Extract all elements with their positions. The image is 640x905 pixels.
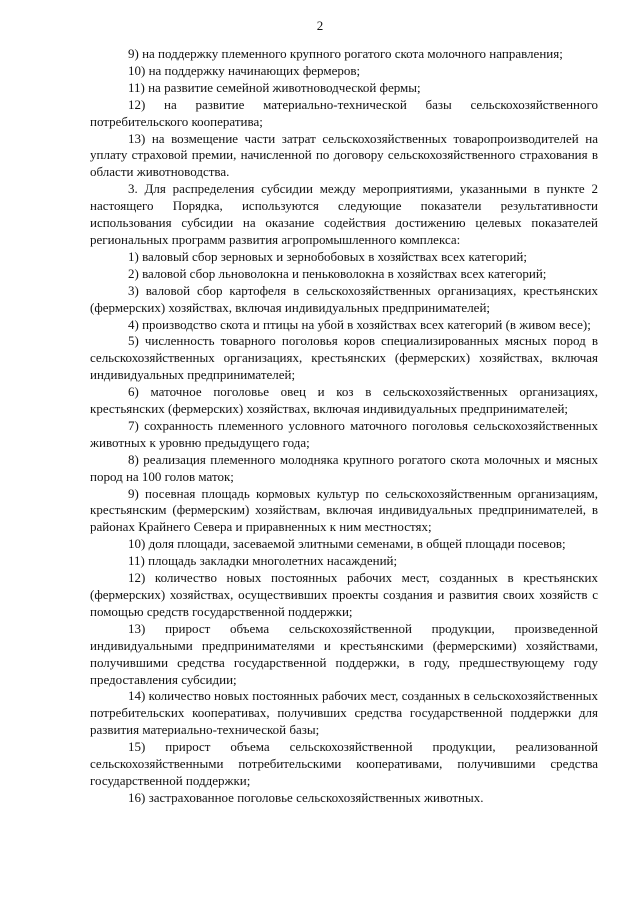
indicator-item: 9) посевная площадь кормовых культур по сельскохозяйственным организациям, крестьянским (фермерским) хозяйствам, включая индивидуальных предпринимателей, в районах Крайнего Севера и приравненных к ним местностях; [90,485,598,535]
indicator-item: 5) численность товарного поголовья коров специализированных мясных пород в сельскохозяйственных организациях, крестьянских (фермерских) хозяйствах, включая индивидуальных предпринимателей; [90,333,598,383]
list-item-cooperative-base: 12) на развитие материально-технической базы сельскохозяйственного потребительского кооператива; [90,96,598,129]
indicator-item: 15) прирост объема сельскохозяйственной продукции, реализованной сельскохозяйственными потребительскими кооперативами, получившими средства государственной поддержки; [90,739,598,788]
list-item-support-dairy-cattle: 9) на поддержку племенного крупного рогатого скота молочного направления; [128,46,563,61]
page-number: 2 [316,18,324,33]
list-item-family-farm: 11) на развитие семейной животноводческой фермы; [128,79,421,95]
indicator-item: 11) площадь закладки многолетних насаждений; [128,553,398,569]
indicator-item: 13) прирост объема сельскохозяйственной продукции, произведенной индивидуальными предпринимателями и крестьянскими (фермерскими) хозяйствами, получившими средства государственной поддержки, в году, предшествующему году предоставления субсидии; [90,620,598,687]
indicator-item: 16) застрахованное поголовье сельскохозяйственных животных. [128,789,484,805]
document-body [90,46,598,807]
list-item-insurance-reimbursement: 13) на возмещение части затрат сельскохозяйственных товаропроизводителей на уплату страховой премии, начисленной по договору сельскохозяйственного страхования в области животноводства. [90,130,598,180]
indicator-item: 7) сохранность племенного условного маточного поголовья сельскохозяйственных животных к уровню предыдущего года; [90,417,598,450]
indicator-item: 6) маточное поголовье овец и коз в сельскохозяйственных организациях, крестьянских (фермерских) хозяйствах, включая индивидуальных предпринимателей; [90,384,598,417]
indicator-item: 10) доля площади, засеваемой элитными семенами, в общей площади посевов; [128,536,566,552]
indicator-item: 2) валовой сбор льноволокна и пеньковолокна в хозяйствах всех категорий; [128,265,547,281]
indicator-item: 1) валовый сбор зерновых и зернобобовых в хозяйствах всех категорий; [128,248,527,264]
indicator-item: 4) производство скота и птицы на убой в хозяйствах всех категорий (в живом весе); [128,316,591,332]
section-3-paragraph: 3. Для распределения субсидии между мероприятиями, указанными в пункте 2 настоящего Порядка, используются следующие показатели результативности использования субсидии на оказание содействия достижению целевых показателей региональных программ развития агропромышленного комплекса: [90,181,598,247]
indicator-item: 14) количество новых постоянных рабочих мест, созданных в сельскохозяйственных потребительских кооперативах, получивших средства государственной поддержки для развития материально-технической базы; [90,688,598,738]
indicator-item: 3) валовой сбор картофеля в сельскохозяйственных организациях, крестьянских (фермерских) хозяйствах, включая индивидуальных предпринимателей; [90,282,598,315]
indicator-item: 8) реализация племенного молодняка крупного рогатого скота молочных и мясных пород на 100 голов маток; [90,451,598,484]
list-item-support-beginning-farmers: 10) на поддержку начинающих фермеров; [128,62,361,78]
indicator-item: 12) количество новых постоянных рабочих мест, созданных в крестьянских (фермерских) хозяйствах, осуществивших проекты создания и развития своих хозяйств с помощью средств государственной поддержки; [90,570,598,619]
